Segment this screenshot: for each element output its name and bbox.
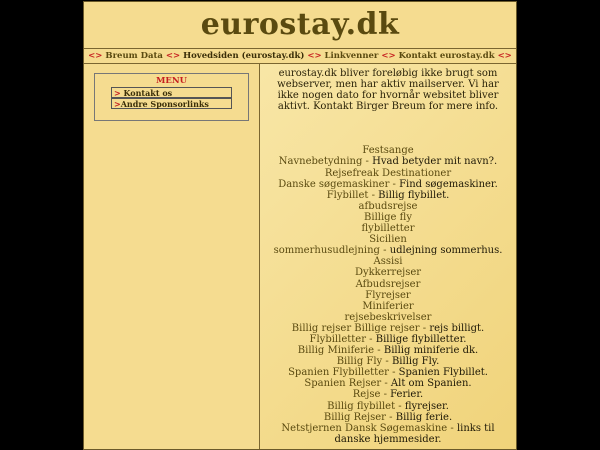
intro-text: eurostay.dk bliver foreløbig ikke brugt som webserver, men har aktiv mailserver. Vi har ikke nogen dato for hvornår websitet bliver aktivt. Kontakt Birger Breum for mere info. <box>277 68 499 113</box>
link-row <box>260 201 516 212</box>
link-text[interactable]: Danske søgemaskiner <box>278 178 390 190</box>
link-text[interactable]: Billig Miniferie <box>297 345 375 357</box>
link-text[interactable]: Netstjernen Dansk Søgemaskine <box>281 422 448 434</box>
link-row <box>260 190 516 201</box>
link-separator: - <box>362 156 373 168</box>
nav-separator: <> <box>165 51 181 61</box>
link-text[interactable]: Miniferier <box>362 300 414 312</box>
link-text[interactable]: Billig Fly <box>336 356 383 368</box>
link-row <box>260 168 516 179</box>
link-suffix[interactable]: Billig Fly. <box>391 356 440 368</box>
menu-arrow-icon: > <box>114 88 121 98</box>
link-row <box>260 412 516 423</box>
link-suffix[interactable]: flyrejser. <box>404 400 449 412</box>
link-text[interactable]: Afbudsrejser <box>355 278 421 290</box>
link-list <box>260 145 516 445</box>
menu-item-kontakt-os[interactable] <box>111 87 232 98</box>
link-row <box>260 301 516 312</box>
link-separator: - <box>419 322 430 334</box>
link-separator: - <box>374 345 384 357</box>
link-text[interactable]: Billig Rejser <box>323 411 386 423</box>
link-suffix[interactable]: danske hjemmesider. <box>334 433 442 445</box>
link-row <box>260 212 516 223</box>
link-text[interactable]: Flyrejser <box>365 289 411 301</box>
link-row <box>260 279 516 290</box>
link-row <box>260 312 516 323</box>
page-frame <box>83 1 517 450</box>
link-text[interactable]: Sicilien <box>369 234 407 246</box>
link-text[interactable]: rejsebeskrivelser <box>344 311 432 323</box>
site-title: eurostay.dk <box>200 7 400 42</box>
link-text[interactable]: Dykkerrejser <box>354 267 422 279</box>
link-row <box>260 323 516 334</box>
link-row <box>260 179 516 190</box>
menu-title: MENU <box>155 76 188 86</box>
nav-link-0[interactable]: Breum Data <box>105 51 163 61</box>
link-text[interactable]: Billige fly <box>364 211 412 223</box>
link-row <box>260 356 516 367</box>
link-row <box>260 145 516 156</box>
link-text[interactable]: Rejsefreak Destinationer <box>324 167 452 179</box>
link-text[interactable]: Flybilletter <box>309 333 366 345</box>
link-separator: - <box>388 367 399 379</box>
link-text[interactable]: afbudsrejse <box>358 200 418 212</box>
nav-link-3[interactable]: Kontakt eurostay.dk <box>398 51 495 61</box>
link-text[interactable]: Spanien Rejser <box>304 378 382 390</box>
link-suffix[interactable]: Spanien Flybillet. <box>398 367 488 379</box>
link-suffix[interactable]: Ferier. <box>390 389 424 401</box>
link-text[interactable]: Billig rejser Billige rejser <box>291 322 420 334</box>
link-suffix[interactable]: Find søgemaskiner. <box>399 178 498 190</box>
link-separator: - <box>382 356 392 368</box>
link-separator: - <box>447 422 457 434</box>
menu-item-label: Andre Sponsorlinks <box>120 99 209 109</box>
link-row <box>260 256 516 267</box>
link-suffix[interactable]: Alt om Spanien. <box>390 378 472 390</box>
link-text[interactable]: Festsange <box>362 145 414 157</box>
link-row <box>260 434 516 445</box>
link-separator: - <box>385 411 396 423</box>
link-row <box>260 156 516 167</box>
menu-arrow-icon: > <box>114 99 121 109</box>
link-suffix[interactable]: Hvad betyder mit navn?. <box>372 156 498 168</box>
link-row <box>260 290 516 301</box>
link-row <box>260 378 516 389</box>
link-text[interactable]: Billig flybillet <box>327 400 396 412</box>
link-row <box>260 401 516 412</box>
link-suffix[interactable]: rejs billigt. <box>429 322 485 334</box>
link-text[interactable]: sommerhusudlejning <box>273 245 380 257</box>
link-row <box>260 267 516 278</box>
link-text[interactable]: flybilletter <box>361 223 415 235</box>
link-row <box>260 334 516 345</box>
link-text[interactable]: Navnebetydning <box>278 156 363 168</box>
main-content <box>260 64 516 450</box>
link-suffix[interactable]: Billig miniferie dk. <box>383 345 479 357</box>
link-suffix[interactable]: Billige flybilletter. <box>375 333 467 345</box>
link-suffix[interactable]: Billig ferie. <box>395 411 453 423</box>
link-text[interactable]: Spanien Flybilletter <box>288 367 389 379</box>
link-row <box>260 345 516 356</box>
top-navigation <box>84 49 516 64</box>
site-header <box>84 2 516 49</box>
link-suffix[interactable]: links til <box>456 422 495 434</box>
menu-box <box>94 73 249 121</box>
menu-item-label: Kontakt os <box>120 88 173 98</box>
link-separator: - <box>389 178 400 190</box>
link-separator: - <box>395 400 405 412</box>
nav-separator: <> <box>307 51 322 61</box>
nav-separator: <> <box>88 51 103 61</box>
menu-item-andre-sponsorlinks[interactable] <box>111 98 232 109</box>
link-text[interactable]: Flybillet <box>326 189 369 201</box>
link-row <box>260 245 516 256</box>
nav-separator: <> <box>497 51 512 61</box>
link-text[interactable]: Rejse <box>352 389 381 401</box>
nav-separator: <> <box>381 51 396 61</box>
link-row <box>260 389 516 400</box>
link-separator: - <box>365 333 376 345</box>
link-row <box>260 223 516 234</box>
link-row <box>260 367 516 378</box>
left-sidebar <box>84 64 260 450</box>
link-separator: - <box>381 378 391 390</box>
link-suffix[interactable]: Billig flybillet. <box>378 189 450 201</box>
link-row <box>260 423 516 434</box>
link-row <box>260 234 516 245</box>
link-separator: - <box>380 389 391 401</box>
nav-link-2[interactable]: Linkvenner <box>324 51 379 61</box>
link-text[interactable]: Assisi <box>373 256 403 268</box>
link-separator: - <box>368 189 379 201</box>
nav-link-1[interactable]: Hovedsiden (eurostay.dk) <box>183 51 305 61</box>
link-suffix[interactable]: udlejning sommerhus. <box>389 245 503 257</box>
link-separator: - <box>379 245 390 257</box>
